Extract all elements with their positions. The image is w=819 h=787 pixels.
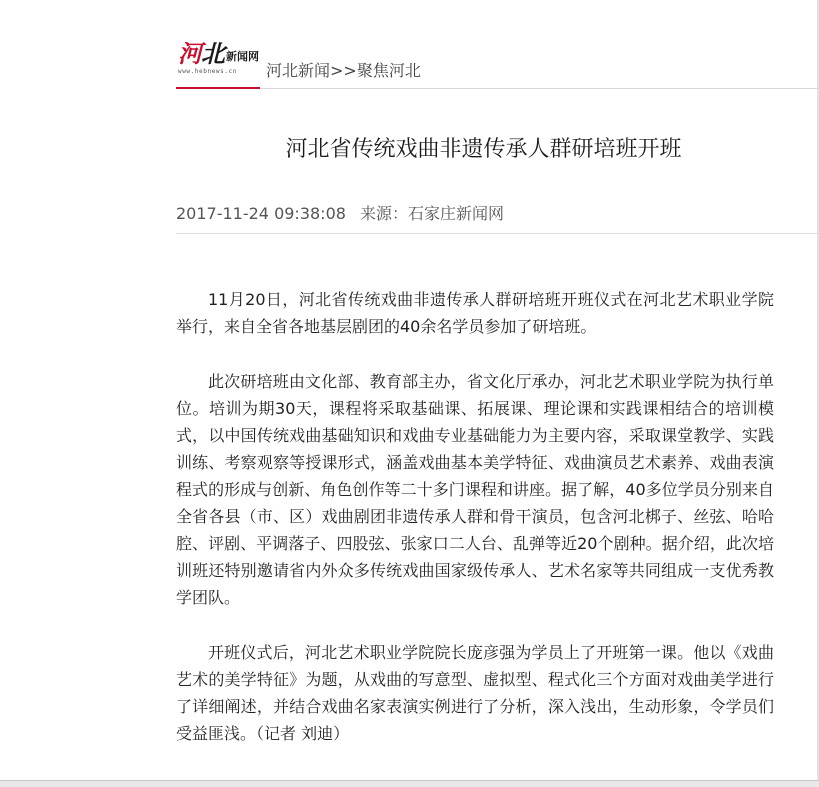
- site-header: [176, 40, 819, 88]
- article-meta: [176, 202, 504, 226]
- article-title: 河北省传统戏曲非遗传承人群研培班开班: [285, 137, 682, 162]
- meta-divider: [176, 233, 819, 234]
- article-paragraph: 11月20日，河北省传统戏曲非遗传承人群研培班开班仪式在河北艺术职业学院举行，来自全省各地基层剧团的40余名学员参加了研培班。: [176, 290, 774, 336]
- site-logo[interactable]: [176, 40, 262, 82]
- breadcrumb-home-link[interactable]: 河北新闻: [266, 61, 331, 80]
- logo-url: www.hebnews.cn: [178, 68, 237, 75]
- logo-wordmark: 河北: [178, 39, 224, 68]
- header-divider: [260, 88, 819, 89]
- logo-tagline: 新闻网: [226, 50, 259, 63]
- breadcrumb: [266, 60, 421, 82]
- window-bottom-bar: [0, 780, 819, 787]
- breadcrumb-section-link[interactable]: 聚焦河北: [356, 61, 421, 80]
- breadcrumb-separator: >>: [330, 61, 357, 80]
- article-paragraph: 开班仪式后，河北艺术职业学院院长庞彦强为学员上了开班第一课。他以《戏曲艺术的美学特征》为题，从戏曲的写意型、虚拟型、程式化三个方面对戏曲美学进行了详细阐述，并结合戏曲名家表演实例进行了分析，深入浅出，生动形象，令学员们受益匪浅。（记者 刘迪）: [176, 643, 774, 743]
- article-datetime: 2017-11-24 09:38:08: [176, 204, 346, 223]
- article-paragraph: 此次研培班由文化部、教育部主办，省文化厅承办，河北艺术职业学院为执行单位。培训为期30天，课程将采取基础课、拓展课、理论课和实践课相结合的培训模式，以中国传统戏曲基础知识和戏曲专业基础能力为主要内容，采取课堂教学、实践训练、考察观察等授课形式，涵盖戏曲基本美学特征、戏曲演员艺术素养、戏曲表演程式的形成与创新、角色创作等二十多门课程和讲座。据了解，40多位学员分别来自全省各县（市、区）戏曲剧团非遗传承人群和骨干演员，包含河北梆子、丝弦、哈哈腔、评剧、平调落子、四股弦、张家口二人台、乱弹等近20个剧种。据介绍，此次培训班还特别邀请省内外众多传统戏曲国家级传承人、艺术名家等共同组成一支优秀教学团队。: [176, 372, 774, 607]
- article-source: 来源：石家庄新闻网: [359, 204, 504, 223]
- article-body: [176, 286, 774, 775]
- header-accent-rule: [176, 87, 260, 89]
